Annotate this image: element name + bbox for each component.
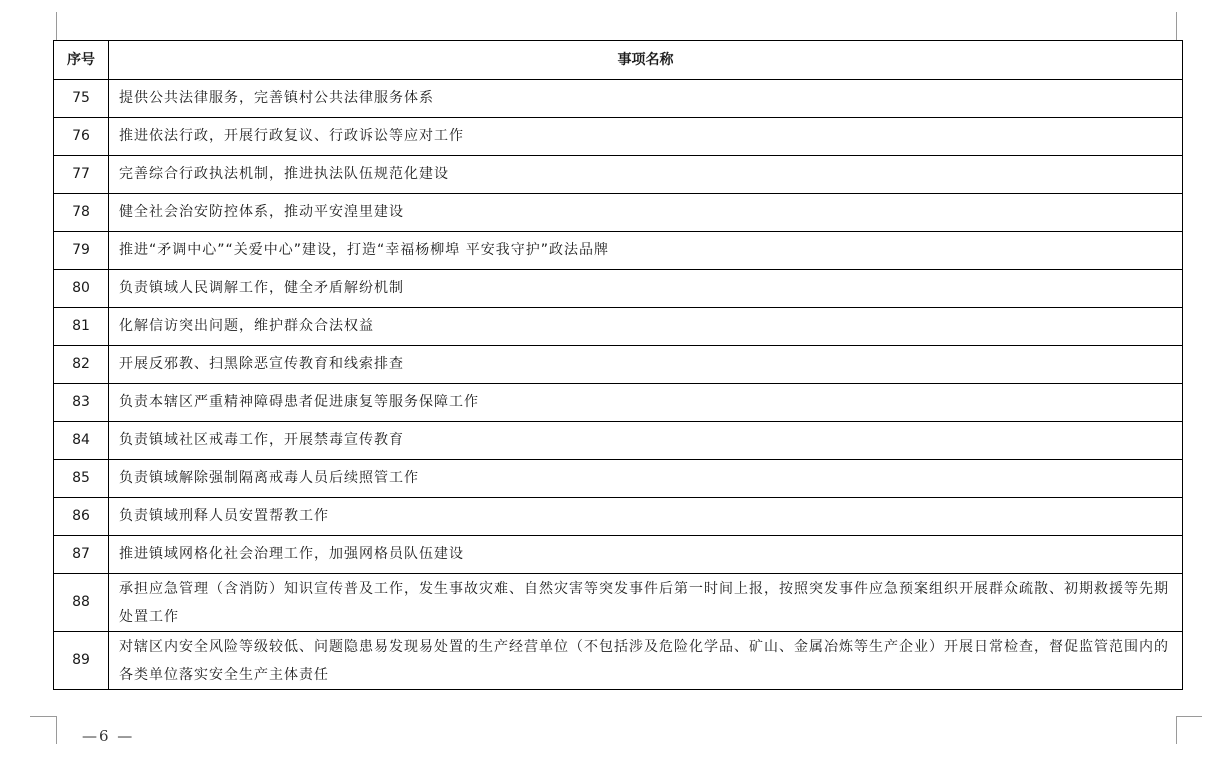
table-row <box>54 498 1183 536</box>
table-row <box>54 632 1183 690</box>
row-number: 86 <box>54 498 109 536</box>
row-name: 负责镇域刑释人员安置帮教工作 <box>109 498 1183 536</box>
row-name: 承担应急管理（含消防）知识宣传普及工作，发生事故灾难、自然灾害等突发事件后第一时间上报，按照突发事件应急预案组织开展群众疏散、初期救援等先期处置工作 <box>109 574 1183 632</box>
table-row <box>54 422 1183 460</box>
table-row <box>54 156 1183 194</box>
row-name: 推进镇域网格化社会治理工作，加强网格员队伍建设 <box>109 536 1183 574</box>
row-name: 开展反邪教、扫黑除恶宣传教育和线索排查 <box>109 346 1183 384</box>
table-row <box>54 460 1183 498</box>
row-number: 76 <box>54 118 109 156</box>
row-number: 84 <box>54 422 109 460</box>
table-row <box>54 80 1183 118</box>
crop-mark-top-right-v <box>1176 12 1177 40</box>
crop-mark-bottom-right-v <box>1176 716 1177 744</box>
row-name: 负责本辖区严重精神障碍患者促进康复等服务保障工作 <box>109 384 1183 422</box>
table-row <box>54 536 1183 574</box>
row-number: 85 <box>54 460 109 498</box>
row-name: 推进依法行政，开展行政复议、行政诉讼等应对工作 <box>109 118 1183 156</box>
row-name: 推进“矛调中心”“关爱中心”建设，打造“幸福杨柳埠 平安我守护”政法品牌 <box>109 232 1183 270</box>
row-name: 化解信访突出问题，维护群众合法权益 <box>109 308 1183 346</box>
row-number: 88 <box>54 574 109 632</box>
row-name: 负责镇域人民调解工作，健全矛盾解纷机制 <box>109 270 1183 308</box>
crop-mark-top-left-v <box>56 12 57 40</box>
table-row <box>54 194 1183 232</box>
row-name: 完善综合行政执法机制，推进执法队伍规范化建设 <box>109 156 1183 194</box>
row-number: 77 <box>54 156 109 194</box>
crop-mark-bottom-right-h <box>1176 716 1202 717</box>
row-number: 80 <box>54 270 109 308</box>
table-row <box>54 346 1183 384</box>
table-row <box>54 574 1183 632</box>
table-row <box>54 308 1183 346</box>
header-name: 事项名称 <box>109 41 1183 80</box>
row-number: 87 <box>54 536 109 574</box>
table-header-row <box>54 41 1183 80</box>
crop-mark-bottom-left-v <box>56 716 57 744</box>
row-name: 健全社会治安防控体系，推动平安湟里建设 <box>109 194 1183 232</box>
row-name: 负责镇域社区戒毒工作，开展禁毒宣传教育 <box>109 422 1183 460</box>
table-row <box>54 118 1183 156</box>
table-row <box>54 232 1183 270</box>
row-name: 负责镇域解除强制隔离戒毒人员后续照管工作 <box>109 460 1183 498</box>
crop-mark-bottom-left-h <box>30 716 56 717</box>
row-number: 79 <box>54 232 109 270</box>
row-number: 83 <box>54 384 109 422</box>
row-name: 提供公共法律服务，完善镇村公共法律服务体系 <box>109 80 1183 118</box>
table-row <box>54 270 1183 308</box>
row-name: 对辖区内安全风险等级较低、问题隐患易发现易处置的生产经营单位（不包括涉及危险化学品、矿山、金属冶炼等生产企业）开展日常检查，督促监管范围内的各类单位落实安全生产主体责任 <box>109 632 1183 690</box>
matters-table <box>53 40 1183 690</box>
row-number: 81 <box>54 308 109 346</box>
header-number: 序号 <box>54 41 109 80</box>
row-number: 82 <box>54 346 109 384</box>
row-number: 75 <box>54 80 109 118</box>
row-number: 89 <box>54 632 109 690</box>
row-number: 78 <box>54 194 109 232</box>
table-row <box>54 384 1183 422</box>
page-number: —6 — <box>82 727 135 745</box>
